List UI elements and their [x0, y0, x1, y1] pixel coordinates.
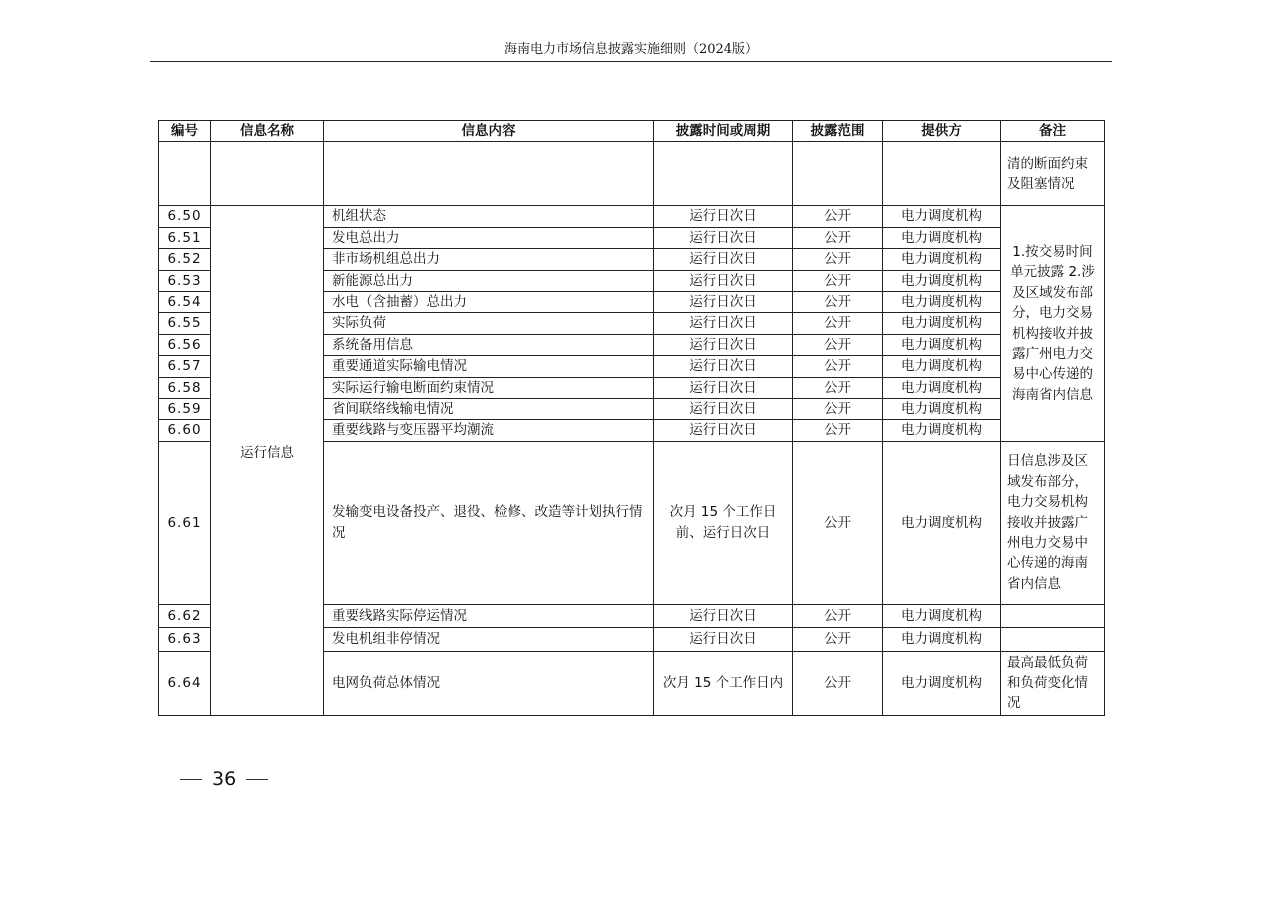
- cell-note: 日信息涉及区域发布部分，电力交易机构接收并披露广州电力交易中心传递的海南省内信息: [1001, 441, 1105, 604]
- cell-content: 机组状态: [324, 206, 654, 227]
- cell-scope: 公开: [793, 604, 883, 627]
- cell-scope: 公开: [793, 249, 883, 270]
- cell-time: 次月 15 个工作日内: [654, 651, 793, 715]
- col-header-name: 信息名称: [211, 121, 324, 142]
- cell-note-merged: 1.按交易时间单元披露 2.涉及区域发布部分，电力交易机构接收并披露广州电力交易中心传递的海南省内信息: [1001, 206, 1105, 441]
- cell-scope: [793, 142, 883, 206]
- cell-note: [1001, 628, 1105, 651]
- cell-provider: 电力调度机构: [883, 399, 1001, 420]
- cell-scope: 公开: [793, 270, 883, 291]
- cell-scope: 公开: [793, 356, 883, 377]
- page-number-text: 36: [212, 768, 237, 790]
- cell-no: 6.62: [159, 604, 211, 627]
- cell-no: 6.53: [159, 270, 211, 291]
- cell-scope: 公开: [793, 227, 883, 248]
- cell-no: [159, 142, 211, 206]
- cell-no: 6.51: [159, 227, 211, 248]
- dash-right: [246, 779, 268, 780]
- col-header-provider: 提供方: [883, 121, 1001, 142]
- col-header-content: 信息内容: [324, 121, 654, 142]
- cell-scope: 公开: [793, 651, 883, 715]
- cell-no: 6.57: [159, 356, 211, 377]
- cell-content: 电网负荷总体情况: [324, 651, 654, 715]
- cell-provider: 电力调度机构: [883, 206, 1001, 227]
- cell-scope: 公开: [793, 628, 883, 651]
- cell-no: 6.56: [159, 334, 211, 355]
- cell-content: 重要线路与变压器平均潮流: [324, 420, 654, 441]
- cell-content: 实际运行输电断面约束情况: [324, 377, 654, 398]
- header-rule: [150, 61, 1112, 62]
- cell-no: 6.52: [159, 249, 211, 270]
- col-header-no: 编号: [159, 121, 211, 142]
- cell-scope: 公开: [793, 206, 883, 227]
- cell-content: 系统备用信息: [324, 334, 654, 355]
- cell-no: 6.64: [159, 651, 211, 715]
- cell-provider: 电力调度机构: [883, 270, 1001, 291]
- cell-content: 重要线路实际停运情况: [324, 604, 654, 627]
- cell-time: 运行日次日: [654, 206, 793, 227]
- cell-scope: 公开: [793, 377, 883, 398]
- cell-group-name: [211, 206, 324, 715]
- cell-content: 实际负荷: [324, 313, 654, 334]
- col-header-note: 备注: [1001, 121, 1105, 142]
- cell-provider: 电力调度机构: [883, 356, 1001, 377]
- cell-no: 6.59: [159, 399, 211, 420]
- table-header-row: [159, 121, 1105, 142]
- table-row: [159, 206, 1105, 227]
- cell-scope: 公开: [793, 313, 883, 334]
- cell-provider: 电力调度机构: [883, 651, 1001, 715]
- cell-no: 6.58: [159, 377, 211, 398]
- cell-provider: 电力调度机构: [883, 249, 1001, 270]
- cell-scope: 公开: [793, 292, 883, 313]
- cell-time: 运行日次日: [654, 420, 793, 441]
- running-header: 海南电力市场信息披露实施细则（2024版）: [503, 42, 759, 57]
- cell-provider: 电力调度机构: [883, 334, 1001, 355]
- cell-time: [654, 142, 793, 206]
- cell-time: 运行日次日: [654, 334, 793, 355]
- cell-content: 发输变电设备投产、退役、检修、改造等计划执行情况: [324, 441, 654, 604]
- cell-time: 运行日次日: [654, 377, 793, 398]
- cell-content: 发电总出力: [324, 227, 654, 248]
- group-name-label: 运行信息: [240, 445, 294, 462]
- cell-no: 6.60: [159, 420, 211, 441]
- cell-time: 运行日次日: [654, 227, 793, 248]
- cell-content: 重要通道实际输电情况: [324, 356, 654, 377]
- page-number: [180, 766, 270, 792]
- cell-note: [1001, 604, 1105, 627]
- cell-no: 6.55: [159, 313, 211, 334]
- cell-content: 水电（含抽蓄）总出力: [324, 292, 654, 313]
- info-disclosure-table: [158, 120, 1105, 716]
- cell-scope: 公开: [793, 399, 883, 420]
- col-header-scope: 披露范围: [793, 121, 883, 142]
- cell-provider: 电力调度机构: [883, 628, 1001, 651]
- cell-no: 6.61: [159, 441, 211, 604]
- cell-name: [211, 142, 324, 206]
- cell-note: 清的断面约束及阻塞情况: [1001, 142, 1105, 206]
- cell-content: 新能源总出力: [324, 270, 654, 291]
- cell-content: 非市场机组总出力: [324, 249, 654, 270]
- cell-content: [324, 142, 654, 206]
- cell-scope: 公开: [793, 441, 883, 604]
- cell-scope: 公开: [793, 334, 883, 355]
- col-header-time: 披露时间或周期: [654, 121, 793, 142]
- cell-time: 运行日次日: [654, 356, 793, 377]
- cell-time: 运行日次日: [654, 249, 793, 270]
- cell-provider: 电力调度机构: [883, 377, 1001, 398]
- cell-provider: 电力调度机构: [883, 227, 1001, 248]
- cell-provider: 电力调度机构: [883, 604, 1001, 627]
- cell-no: 6.63: [159, 628, 211, 651]
- cell-provider: 电力调度机构: [883, 313, 1001, 334]
- dash-left: [180, 779, 202, 780]
- cell-provider: [883, 142, 1001, 206]
- cell-content: 发电机组非停情况: [324, 628, 654, 651]
- cell-time: 运行日次日: [654, 270, 793, 291]
- cell-content: 省间联络线输电情况: [324, 399, 654, 420]
- cell-time: 运行日次日: [654, 604, 793, 627]
- cell-time: 运行日次日: [654, 292, 793, 313]
- cell-no: 6.54: [159, 292, 211, 313]
- cell-time: 运行日次日: [654, 628, 793, 651]
- cell-provider: 电力调度机构: [883, 420, 1001, 441]
- table-row-continued: [159, 142, 1105, 206]
- cell-provider: 电力调度机构: [883, 292, 1001, 313]
- cell-no: 6.50: [159, 206, 211, 227]
- cell-time: 运行日次日: [654, 313, 793, 334]
- cell-note: 最高最低负荷和负荷变化情况: [1001, 651, 1105, 715]
- cell-time: 运行日次日: [654, 399, 793, 420]
- cell-scope: 公开: [793, 420, 883, 441]
- cell-provider: 电力调度机构: [883, 441, 1001, 604]
- cell-time: 次月 15 个工作日前、运行日次日: [654, 441, 793, 604]
